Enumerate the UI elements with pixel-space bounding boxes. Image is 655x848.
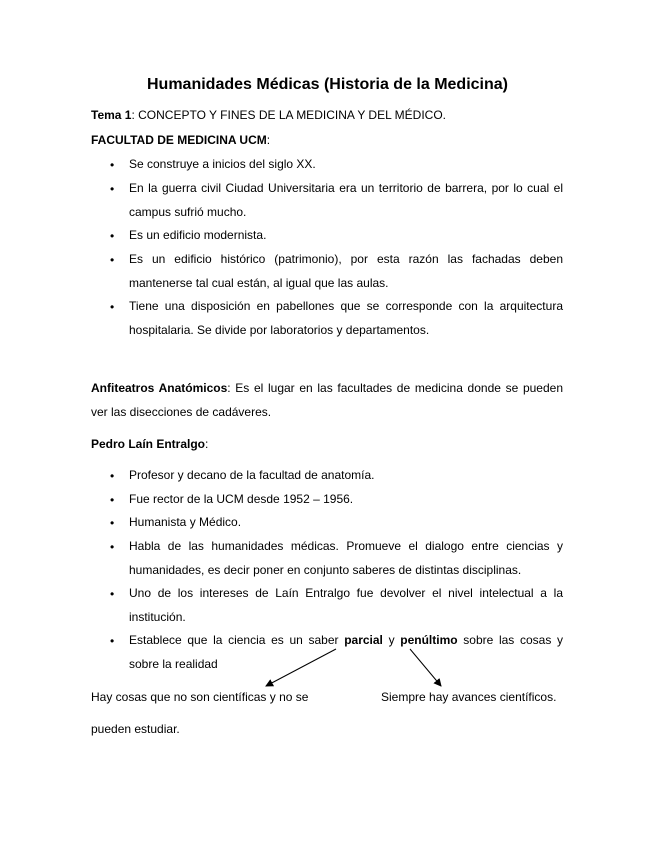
facultad-item-5: Tiene una disposición en pabellones que se corresponde con la arquitectura hospitalaria. Se divide por laboratorios y departamentos. bbox=[129, 299, 563, 337]
anfiteatros-label: Anfiteatros Anatómicos bbox=[91, 381, 228, 395]
bullet: • bbox=[110, 182, 115, 196]
bullet: • bbox=[110, 469, 115, 483]
arrow-right-icon bbox=[410, 649, 441, 686]
pedro-item-3: Humanista y Médico. bbox=[129, 515, 242, 529]
pedro-heading: Pedro Laín Entralgo bbox=[91, 437, 206, 451]
bullet: • bbox=[110, 158, 115, 172]
bullet: • bbox=[110, 229, 115, 243]
facultad-heading: FACULTAD DE MEDICINA UCM bbox=[91, 133, 267, 147]
bullet: • bbox=[110, 540, 115, 554]
pedro-item-1: Profesor y decano de la facultad de anatomía. bbox=[129, 468, 375, 482]
facultad-item-3: Es un edificio modernista. bbox=[129, 228, 267, 242]
pedro-item-2: Fue rector de la UCM desde 1952 – 1956. bbox=[129, 492, 354, 506]
note-left-line1: Hay cosas que no son científicas y no se bbox=[91, 690, 309, 704]
bullet: • bbox=[110, 253, 115, 267]
page-title: Humanidades Médicas (Historia de la Medicina) bbox=[147, 76, 508, 93]
facultad-item-2: En la guerra civil Ciudad Universitaria era un territorio de barrera, por lo cual el campus sufrió mucho. bbox=[129, 181, 563, 219]
note-left-line2: pueden estudiar. bbox=[91, 722, 180, 736]
parcial-term: parcial bbox=[344, 633, 383, 647]
bullet: • bbox=[110, 493, 115, 507]
bullet: • bbox=[110, 516, 115, 530]
bullet: • bbox=[110, 300, 115, 314]
facultad-item-4: Es un edificio histórico (patrimonio), por esta razón las fachadas deben mantenerse tal cual están, al igual que las aulas. bbox=[129, 252, 563, 290]
anfiteatros-text: : Es el lugar en las facultades de medicina donde se pueden ver las disecciones de cadáveres. bbox=[91, 381, 564, 419]
facultad-colon: : bbox=[266, 133, 271, 147]
bullet: • bbox=[110, 587, 115, 601]
pedro-item-4: Habla de las humanidades médicas. Promueve el dialogo entre ciencias y humanidades, es decir poner en conjunto saberes de distintas disciplinas. bbox=[129, 539, 563, 577]
tema-label: Tema 1 bbox=[91, 108, 132, 122]
pedro-item-5: Uno de los intereses de Laín Entralgo fue devolver el nivel intelectual a la institución. bbox=[129, 586, 563, 624]
facultad-item-1: Se construye a inicios del siglo XX. bbox=[129, 157, 316, 171]
pedro-item-6-before: Establece que la ciencia es un saber bbox=[129, 633, 345, 647]
arrow-left-icon bbox=[266, 649, 336, 686]
penultimo-term: penúltimo bbox=[400, 633, 458, 647]
note-right: Siempre hay avances científicos. bbox=[381, 690, 557, 704]
tema-text: : CONCEPTO Y FINES DE LA MEDICINA Y DEL MÉDICO. bbox=[131, 108, 446, 122]
bullet: • bbox=[110, 634, 115, 648]
pedro-item-6-after: sobre las cosas y sobre la realidad bbox=[129, 633, 564, 671]
pedro-colon: : bbox=[205, 437, 209, 451]
pedro-item-6-middle: y bbox=[382, 633, 401, 647]
